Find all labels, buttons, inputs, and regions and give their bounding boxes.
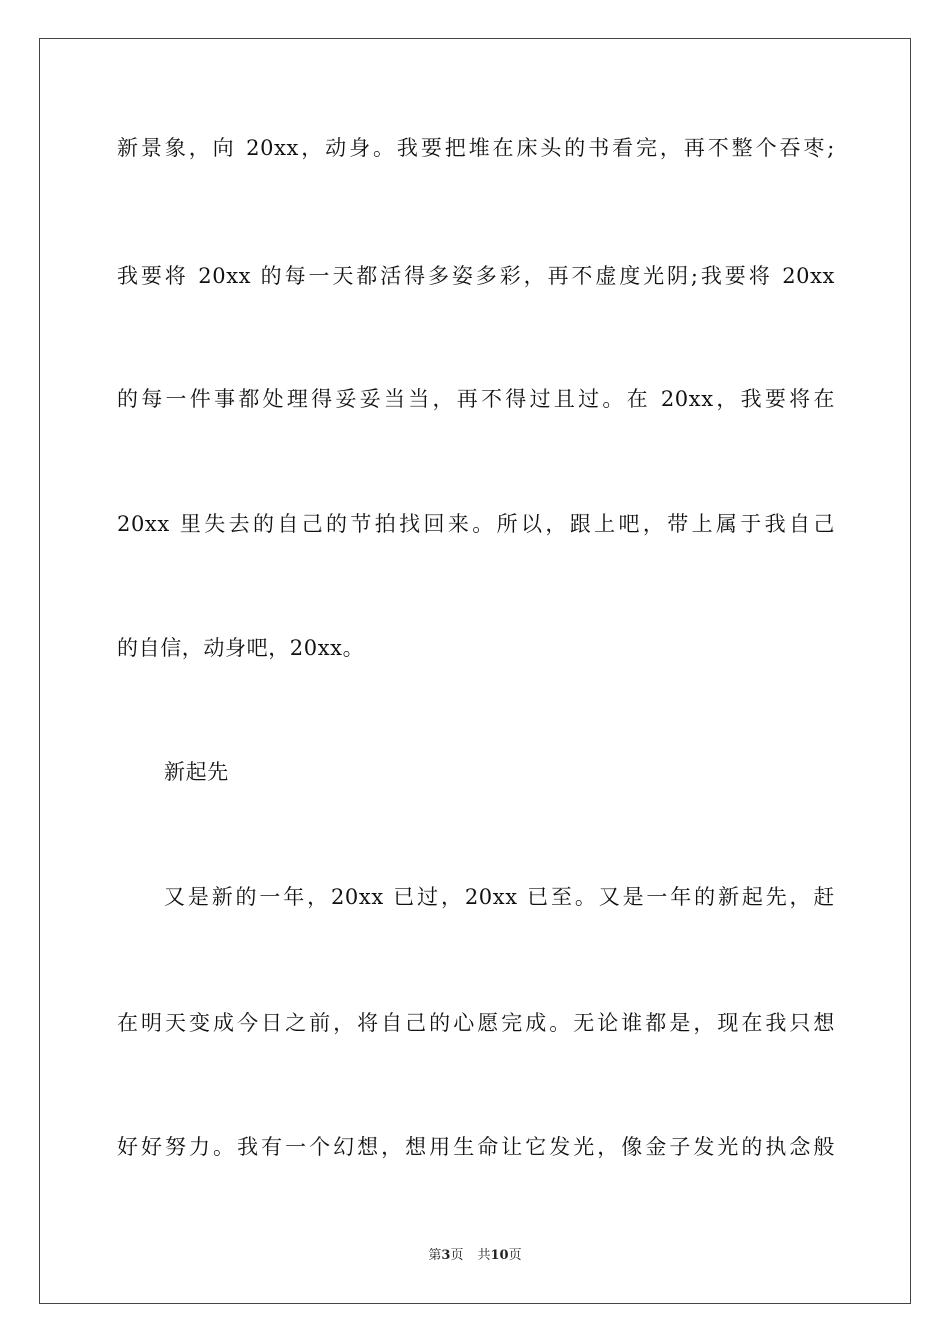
body-line-6: 又是新的一年，20xx 已过，20xx 已至。又是一年的新起先，赶	[164, 885, 835, 909]
footer-total-suffix: 页	[508, 1248, 522, 1263]
footer-page-suffix: 页	[450, 1248, 464, 1263]
body-line-5: 的自信，动身吧，20xx。	[117, 636, 365, 660]
footer-page-current: 3	[441, 1248, 451, 1263]
footer-page-total: 10	[490, 1248, 509, 1263]
page-footer	[0, 1246, 950, 1266]
page-border	[39, 38, 911, 1304]
body-line-3: 的每一件事都处理得妥妥当当，再不得过且过。在 20xx，我要将在	[117, 387, 835, 411]
section-heading: 新起先	[164, 760, 229, 784]
body-line-8: 好好努力。我有一个幻想，想用生命让它发光，像金子发光的执念般	[117, 1135, 835, 1159]
body-line-4: 20xx 里失去的自己的节拍找回来。所以，跟上吧，带上属于我自己	[117, 512, 835, 536]
footer-total-prefix: 共	[477, 1248, 491, 1263]
body-line-1: 新景象，向 20xx，动身。我要把堆在床头的书看完，再不整个吞枣;	[117, 136, 835, 160]
footer-page-prefix: 第	[428, 1248, 442, 1263]
body-line-2: 我要将 20xx 的每一天都活得多姿多彩，再不虚度光阴;我要将 20xx	[117, 264, 835, 288]
body-line-7: 在明天变成今日之前，将自己的心愿完成。无论谁都是，现在我只想	[117, 1011, 835, 1035]
